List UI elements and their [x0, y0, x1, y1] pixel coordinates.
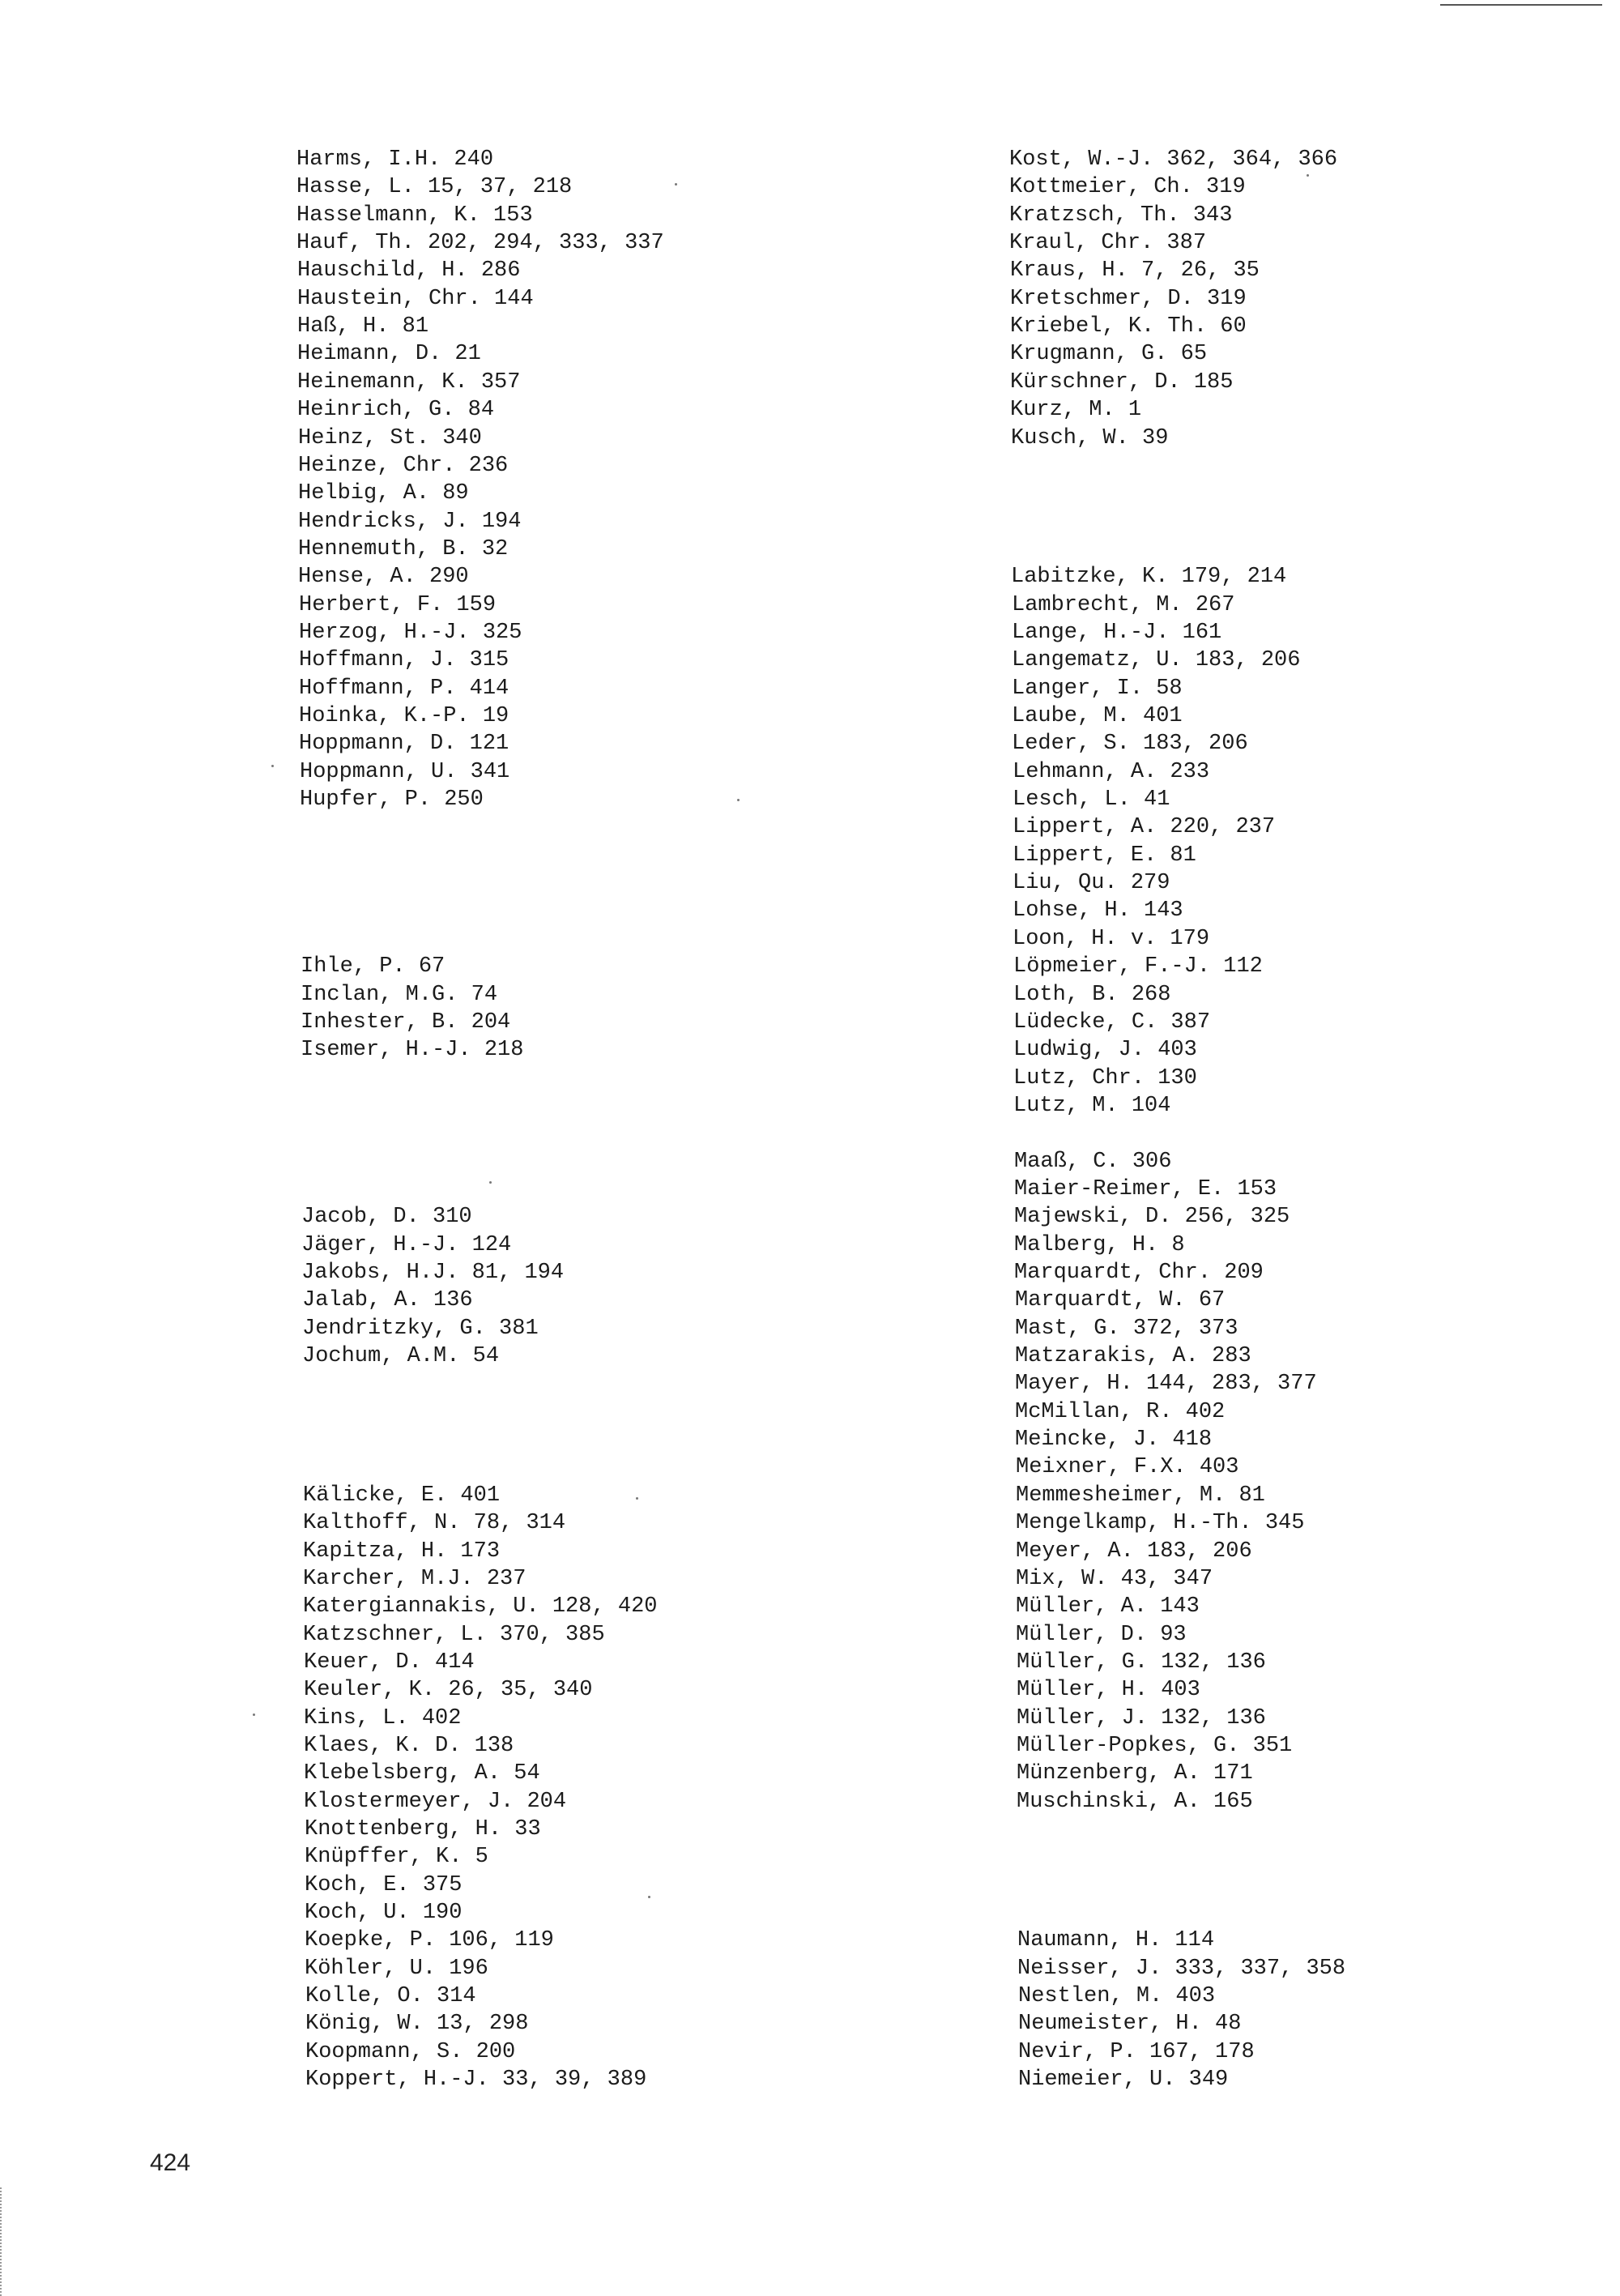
index-entry: Jalab, A. 136 [302, 1288, 473, 1313]
index-entry: Hense, A. 290 [298, 565, 469, 590]
index-entry: Müller, A. 143 [1016, 1594, 1200, 1620]
index-entry: Loon, H. v. 179 [1013, 926, 1210, 951]
index-entry: Lüdecke, C. 387 [1013, 1009, 1211, 1035]
scan-speck [271, 765, 274, 767]
index-entry: Heinemann, K. 357 [297, 369, 521, 395]
scan-speck [636, 1497, 638, 1500]
index-entry: Köhler, U. 196 [305, 1956, 488, 1981]
index-entry: Inclan, M.G. 74 [301, 982, 498, 1007]
index-entry: Kusch, W. 39 [1011, 425, 1169, 450]
index-entry: Heinz, St. 340 [298, 425, 482, 450]
index-entry: Maier-Reimer, E. 153 [1014, 1176, 1277, 1201]
index-entry: Koch, U. 190 [305, 1901, 463, 1926]
index-entry: Kretschmer, D. 319 [1010, 286, 1247, 311]
index-entry: Langer, I. 58 [1012, 676, 1183, 701]
scan-speck [1307, 174, 1309, 177]
index-entry: Niemeier, U. 349 [1018, 2068, 1229, 2093]
index-entry: Haustein, Chr. 144 [297, 286, 534, 311]
index-entry: Knottenberg, H. 33 [305, 1817, 541, 1841]
scan-speck [253, 1713, 255, 1716]
index-entry: Hupfer, P. 250 [300, 787, 484, 813]
top-rule [1440, 4, 1602, 6]
index-entry: Müller, J. 132, 136 [1017, 1705, 1266, 1731]
index-entry: Liu, Qu. 279 [1013, 871, 1170, 896]
index-entry: Jakobs, H.J. 81, 194 [301, 1261, 565, 1285]
index-entry: Kraus, H. 7, 26, 35 [1010, 258, 1260, 284]
index-entry: Koppert, H.-J. 33, 39, 389 [305, 2068, 647, 2093]
index-entry: Heinrich, G. 84 [297, 398, 495, 423]
scan-speck [489, 1181, 492, 1184]
index-entry: Kolle, O. 314 [305, 1984, 476, 2009]
index-entry: Ludwig, J. 403 [1013, 1038, 1197, 1063]
index-entry: Kalthoff, N. 78, 314 [303, 1511, 566, 1536]
index-entry: Koch, E. 375 [305, 1872, 463, 1897]
index-entry: Ihle, P. 67 [301, 954, 446, 979]
index-entry: Müller, D. 93 [1016, 1622, 1187, 1647]
index-entry: Lutz, Chr. 130 [1013, 1065, 1197, 1090]
index-entry: McMillan, R. 402 [1015, 1399, 1226, 1424]
index-entry: Kraul, Chr. 387 [1009, 231, 1207, 256]
index-entry: Neisser, J. 333, 337, 358 [1017, 1956, 1346, 1981]
index-entry: Hauf, Th. 202, 294, 333, 337 [296, 231, 664, 256]
index-entry: Keuer, D. 414 [304, 1649, 475, 1675]
index-entry: Hendricks, J. 194 [298, 509, 522, 534]
index-entry: Haß, H. 81 [297, 314, 429, 339]
index-entry: Mengelkamp, H.-Th. 345 [1016, 1511, 1305, 1536]
index-entry: Hoffmann, J. 315 [299, 648, 509, 673]
index-entry: Laube, M. 401 [1012, 704, 1183, 728]
index-entry: Klaes, K. D. 138 [304, 1733, 514, 1758]
index-entry: Meyer, A. 183, 206 [1016, 1538, 1252, 1564]
index-entry: Lesch, L. 41 [1013, 787, 1170, 813]
index-entry: Lehmann, A. 233 [1013, 759, 1210, 784]
index-entry: Inhester, B. 204 [301, 1009, 511, 1035]
index-entry: Katzschner, L. 370, 385 [303, 1622, 605, 1647]
index-entry: Maaß, C. 306 [1014, 1149, 1172, 1174]
index-entry: Kälicke, E. 401 [303, 1483, 501, 1508]
index-entry: Leder, S. 183, 206 [1012, 732, 1248, 757]
index-entry: Jäger, H.-J. 124 [301, 1232, 512, 1257]
index-entry: Herbert, F. 159 [299, 592, 497, 617]
index-entry: Hasselmann, K. 153 [296, 203, 533, 228]
index-entry: Löpmeier, F.-J. 112 [1013, 954, 1263, 979]
index-entry: Labitzke, K. 179, 214 [1011, 565, 1287, 590]
index-entry: Meincke, J. 418 [1015, 1428, 1213, 1453]
index-entry: Herzog, H.-J. 325 [299, 620, 522, 645]
index-entry: Klostermeyer, J. 204 [304, 1789, 567, 1814]
index-entry: Kost, W.-J. 362, 364, 366 [1009, 147, 1338, 172]
index-entry: Müller-Popkes, G. 351 [1017, 1733, 1293, 1758]
index-entry: Kapitza, H. 173 [303, 1538, 501, 1564]
index-entry: Marquardt, W. 67 [1015, 1288, 1226, 1313]
index-entry: Marquardt, Chr. 209 [1014, 1261, 1264, 1285]
index-entry: Klebelsberg, A. 54 [304, 1761, 540, 1786]
index-entry: Katergiannakis, U. 128, 420 [303, 1594, 658, 1620]
index-entry: Krugmann, G. 65 [1010, 342, 1208, 367]
index-entry: Koepke, P. 106, 119 [305, 1928, 554, 1953]
index-entry: Matzarakis, A. 283 [1015, 1344, 1251, 1369]
index-entry: Meixner, F.X. 403 [1016, 1455, 1239, 1480]
index-entry: Knüpffer, K. 5 [305, 1845, 488, 1870]
index-entry: Mix, W. 43, 347 [1016, 1566, 1213, 1591]
index-entry: Hennemuth, B. 32 [298, 536, 509, 561]
index-entry: Koopmann, S. 200 [305, 2039, 516, 2064]
index-entry: Keuler, K. 26, 35, 340 [304, 1678, 593, 1703]
index-entry: Memmesheimer, M. 81 [1016, 1483, 1265, 1508]
index-entry: Loth, B. 268 [1013, 982, 1171, 1007]
index-entry: Naumann, H. 114 [1017, 1928, 1215, 1953]
index-entry: Hoffmann, P. 414 [299, 676, 509, 701]
index-entry: Kottmeier, Ch. 319 [1009, 175, 1246, 200]
index-entry: Kins, L. 402 [304, 1705, 462, 1731]
index-entry: Majewski, D. 256, 325 [1014, 1205, 1290, 1230]
index-entry: Isemer, H.-J. 218 [301, 1038, 524, 1063]
index-entry: Lippert, A. 220, 237 [1013, 815, 1276, 840]
index-entry: Müller, H. 403 [1017, 1678, 1200, 1703]
index-entry: Mayer, H. 144, 283, 377 [1015, 1372, 1317, 1397]
index-entry: König, W. 13, 298 [305, 2012, 529, 2037]
index-entry: Langematz, U. 183, 206 [1012, 648, 1301, 673]
scan-speck [737, 799, 740, 801]
index-entry: Heinze, Chr. 236 [298, 453, 509, 478]
index-entry: Lutz, M. 104 [1013, 1093, 1171, 1118]
index-entry: Muschinski, A. 165 [1017, 1789, 1253, 1814]
scan-speck [648, 1896, 650, 1898]
index-entry: Kriebel, K. Th. 60 [1010, 314, 1247, 339]
index-entry: Karcher, M.J. 237 [303, 1566, 526, 1591]
index-entry: Hauschild, H. 286 [297, 258, 521, 284]
index-entry: Helbig, A. 89 [298, 481, 469, 506]
scan-speck [675, 183, 677, 186]
index-entry: Lange, H.-J. 161 [1012, 620, 1222, 645]
index-entry: Kürschner, D. 185 [1010, 369, 1234, 395]
index-entry: Lambrecht, M. 267 [1012, 592, 1235, 617]
index-entry: Lippert, E. 81 [1013, 843, 1196, 868]
index-entry: Kratzsch, Th. 343 [1009, 203, 1233, 228]
index-entry: Jacob, D. 310 [301, 1205, 472, 1230]
index-entry: Hoinka, K.-P. 19 [299, 704, 509, 728]
index-entry: Hasse, L. 15, 37, 218 [296, 175, 573, 200]
index-entry: Nevir, P. 167, 178 [1018, 2039, 1255, 2064]
index-entry: Hoppmann, D. 121 [299, 732, 509, 757]
index-entry: Münzenberg, A. 171 [1017, 1761, 1253, 1786]
index-entry: Lohse, H. 143 [1013, 898, 1183, 924]
scan-edge-marks [0, 2187, 3, 2296]
index-entry: Kurz, M. 1 [1010, 398, 1142, 423]
index-entry: Nestlen, M. 403 [1018, 1984, 1216, 2009]
index-entry: Neumeister, H. 48 [1018, 2012, 1242, 2037]
page-number: 424 [150, 2149, 191, 2176]
index-entry: Jendritzky, G. 381 [302, 1316, 539, 1341]
index-entry: Heimann, D. 21 [297, 342, 481, 367]
index-entry: Harms, I.H. 240 [296, 147, 494, 172]
index-entry: Mast, G. 372, 373 [1015, 1316, 1238, 1341]
index-entry: Malberg, H. 8 [1014, 1232, 1185, 1257]
index-entry: Müller, G. 132, 136 [1017, 1649, 1266, 1675]
index-entry: Jochum, A.M. 54 [302, 1344, 500, 1369]
index-entry: Hoppmann, U. 341 [300, 759, 510, 784]
